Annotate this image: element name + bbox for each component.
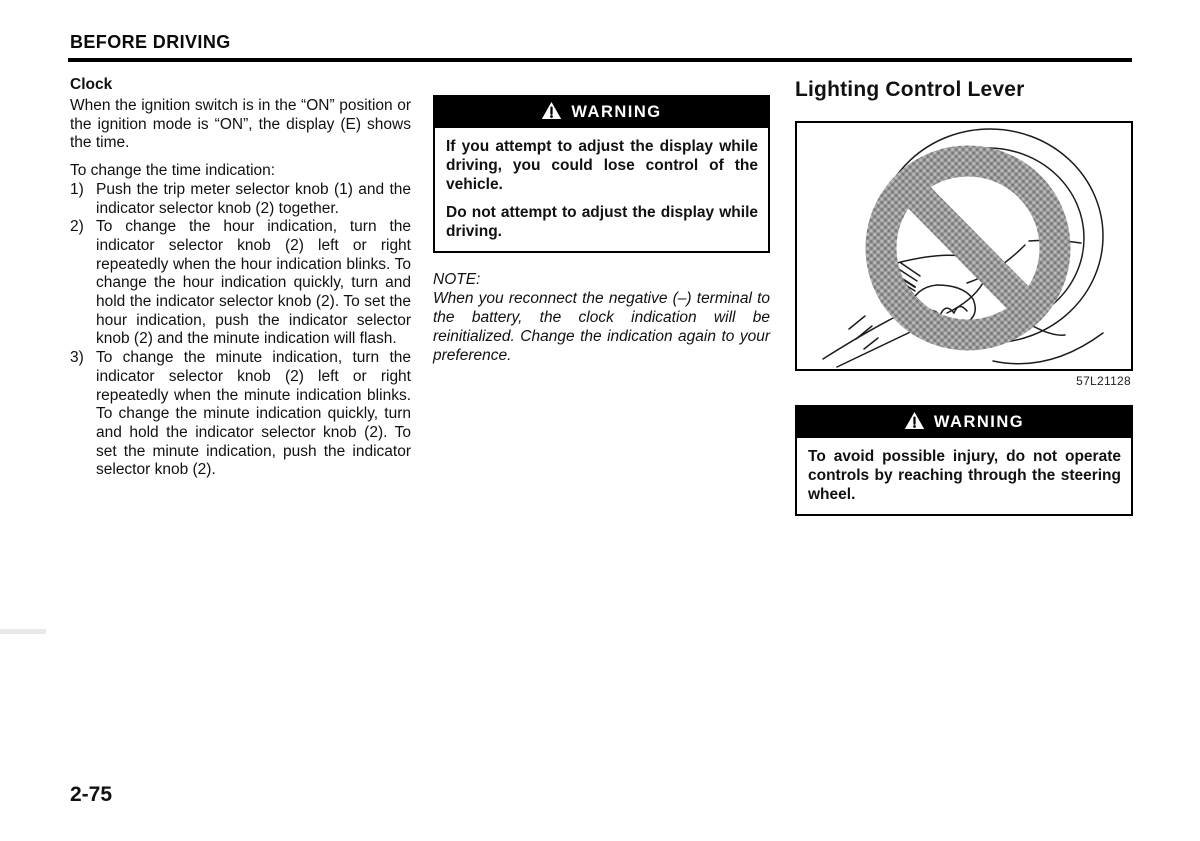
section-title-lighting-control-lever: Lighting Control Lever — [795, 78, 1025, 101]
warning-paragraph: If you attempt to adjust the display while driving, you could lose control of the vehicle. — [446, 138, 758, 193]
steps-intro: To change the time indication: — [70, 162, 276, 180]
step-item — [70, 349, 411, 480]
warning-body — [797, 438, 1131, 514]
warning-box-display-adjust — [433, 95, 770, 253]
note-label: NOTE: — [433, 271, 481, 288]
step-number: 2) — [70, 218, 84, 236]
note-text: When you reconnect the negative (–) terminal to the battery, the clock indication will be reinitialized. Change the indication again to your preference. — [433, 290, 770, 364]
warning-title: WARNING — [933, 413, 1025, 431]
step-text: To change the hour indication, turn the indicator selector knob (2) left or right repeatedly when the hour indication blinks. To change the hour indication quickly, turn and hold the indicator selector knob (2). To set the hour indication, push the indicator selector knob (2) and the minute indication will flash. — [96, 218, 411, 348]
right-column — [795, 78, 1133, 516]
warning-title: WARNING — [571, 103, 662, 121]
note-block — [433, 270, 770, 365]
time-setting-steps — [70, 181, 411, 480]
page-number: 2-75 — [70, 783, 113, 806]
figure-no-reach-through-wheel — [795, 121, 1133, 371]
step-number: 1) — [70, 180, 84, 198]
step-item — [70, 218, 411, 349]
warning-header — [435, 97, 768, 128]
steering-wheel-prohibition-illustration — [797, 123, 1131, 369]
middle-column — [433, 95, 770, 365]
warning-body — [435, 128, 768, 251]
step-number: 3) — [70, 349, 84, 367]
page-header: BEFORE DRIVING — [70, 32, 231, 52]
warning-triangle-icon — [541, 101, 562, 125]
section-title-clock: Clock — [70, 76, 113, 93]
scan-artifact — [0, 629, 46, 634]
step-item — [70, 181, 411, 218]
warning-header — [797, 407, 1131, 438]
step-text: To change the minute indication, turn the indicator selector knob (2) left or right repeatedly when the minute indication blinks. To change the minute indication quickly, turn and hold the indicator selector knob (2). To set the minute indication, push the indicator selector knob (2). — [96, 349, 411, 479]
step-text: Push the trip meter selector knob (1) and the indicator selector knob (2) together. — [96, 180, 411, 217]
left-column — [70, 76, 411, 480]
warning-paragraph: To avoid possible injury, do not operate controls by reaching through the steering wheel. — [808, 448, 1121, 503]
prohibition-sign-icon — [881, 161, 1055, 335]
figure-code: 57L21128 — [1076, 374, 1131, 388]
header-divider — [68, 58, 1132, 62]
warning-triangle-icon — [904, 411, 925, 435]
warning-box-steering-wheel — [795, 405, 1133, 516]
clock-intro-paragraph: When the ignition switch is in the “ON” position or the ignition mode is “ON”, the display (E) shows the time. — [70, 97, 411, 152]
warning-paragraph: Do not attempt to adjust the display while driving. — [446, 204, 758, 240]
